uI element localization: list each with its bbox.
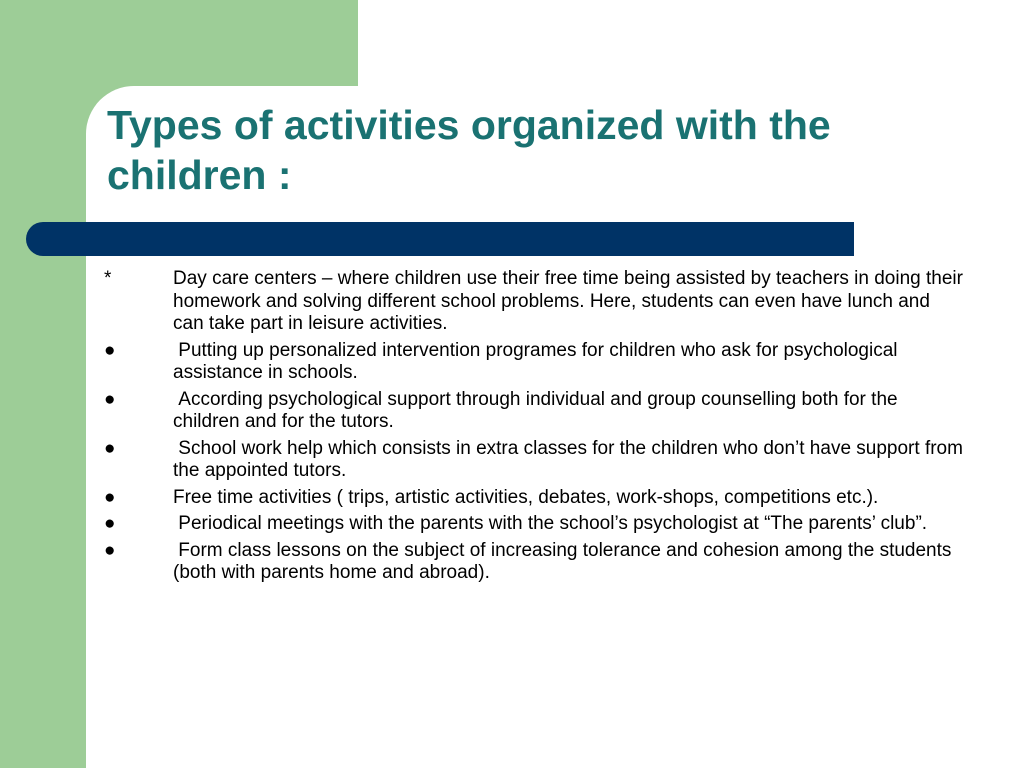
bullet-marker: ● (104, 339, 116, 361)
list-item-text: Periodical meetings with the parents with the school’s psychologist at “The parents’ club”. (173, 513, 928, 534)
list-item-text: Day care centers – where children use their free time being assisted by teachers in doing their homework and solving different school problems. Here, students can even have lunch and can take part in leisure activities. (173, 268, 963, 334)
title-divider-bar (26, 222, 854, 256)
list-item (104, 268, 964, 336)
bullet-marker: ● (104, 539, 116, 561)
list-item (104, 340, 964, 385)
list-item (104, 540, 964, 585)
bullet-list (104, 268, 964, 589)
list-item (104, 389, 964, 434)
bullet-marker: ● (104, 437, 116, 459)
list-item-text: According psychological support through individual and group counselling both for the children and for the tutors. (173, 388, 898, 432)
bullet-marker: * (104, 268, 112, 289)
list-item-text: School work help which consists in extra classes for the children who don’t have support from the appointed tutors. (173, 437, 963, 481)
bullet-marker: ● (104, 513, 116, 534)
list-item-text: Free time activities ( trips, artistic activities, debates, work-shops, competitions etc.). (173, 486, 879, 508)
list-item (104, 487, 964, 510)
list-item (104, 513, 964, 536)
bullet-marker: ● (104, 388, 116, 410)
list-item-text: Form class lessons on the subject of increasing tolerance and cohesion among the students (both with parents home and abroad). (173, 539, 952, 583)
slide-title: Types of activities organized with the children : (107, 102, 831, 198)
list-item-text: Putting up personalized intervention programes for children who ask for psychological assistance in schools. (173, 339, 898, 383)
bullet-marker: ● (104, 486, 116, 508)
list-item (104, 438, 964, 483)
